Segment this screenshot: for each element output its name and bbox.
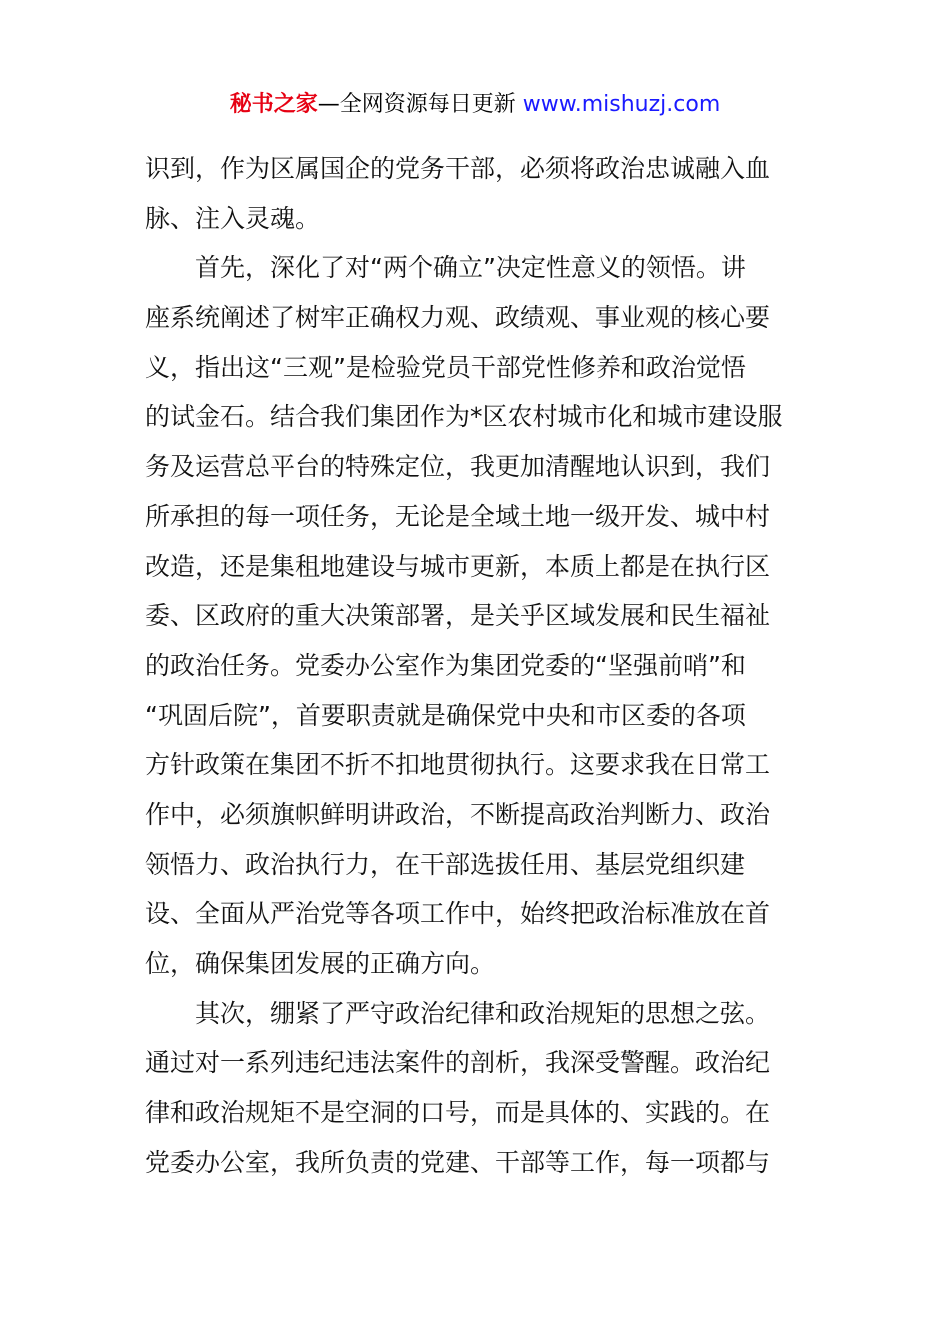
text-line: 义，指出这“三观”是检验党员干部党性修养和政治觉悟	[145, 352, 746, 382]
paragraph-first-line: 首先，深化了对“两个确立”决定性意义的领悟。讲	[195, 253, 746, 283]
brand-name: 秘书之家	[229, 92, 318, 117]
text-line: 脉、注入灵魂。	[145, 203, 321, 233]
text-line: 改造，还是集租地建设与城市更新，本质上都是在执行区	[145, 551, 771, 581]
text-line: 座系统阐述了树牢正确权力观、政绩观、事业观的核心要	[145, 303, 771, 333]
text-line: 通过对一系列违纪违法案件的剖析，我深受警醒。政治纪	[145, 1048, 771, 1078]
site-header	[0, 88, 950, 122]
paragraph-first-line: 其次，绷紧了严守政治纪律和政治规矩的思想之弦。	[195, 998, 771, 1028]
text-line: 位，确保集团发展的正确方向。	[145, 949, 496, 978]
text-line: 作中，必须旗帜鲜明讲政治，不断提高政治判断力、政治	[145, 799, 771, 829]
text-line: 方针政策在集团不折不扣地贯彻执行。这要求我在日常工	[145, 750, 771, 780]
site-url-link[interactable]: www.mishuzj.com	[522, 92, 721, 117]
text-line: 委、区政府的重大决策部署，是关乎区域发展和民生福祉	[145, 601, 771, 631]
text-line: 的试金石。结合我们集团作为*区农村城市化和城市建设服	[145, 402, 783, 432]
text-line: 律和政治规矩不是空洞的口号，而是具体的、实践的。在	[145, 1098, 771, 1128]
header-tagline: —全网资源每日更新	[317, 92, 516, 117]
text-line: 领悟力、政治执行力，在干部选拔任用、基层党组织建	[145, 849, 746, 879]
text-line: 的政治任务。党委办公室作为集团党委的“坚强前哨”和	[145, 650, 746, 680]
text-line: “巩固后院”，首要职责就是确保党中央和市区委的各项	[145, 700, 746, 730]
document-body	[145, 144, 809, 1187]
text-line: 设、全面从严治党等各项工作中，始终把政治标准放在首	[145, 899, 771, 929]
text-line: 所承担的每一项任务，无论是全域土地一级开发、城中村	[145, 501, 771, 531]
text-line: 务及运营总平台的特殊定位，我更加清醒地认识到，我们	[145, 452, 771, 482]
text-line: 识到，作为区属国企的党务干部，必须将政治忠诚融入血	[145, 154, 771, 183]
text-line: 党委办公室，我所负责的党建、干部等工作，每一项都与	[145, 1147, 771, 1177]
